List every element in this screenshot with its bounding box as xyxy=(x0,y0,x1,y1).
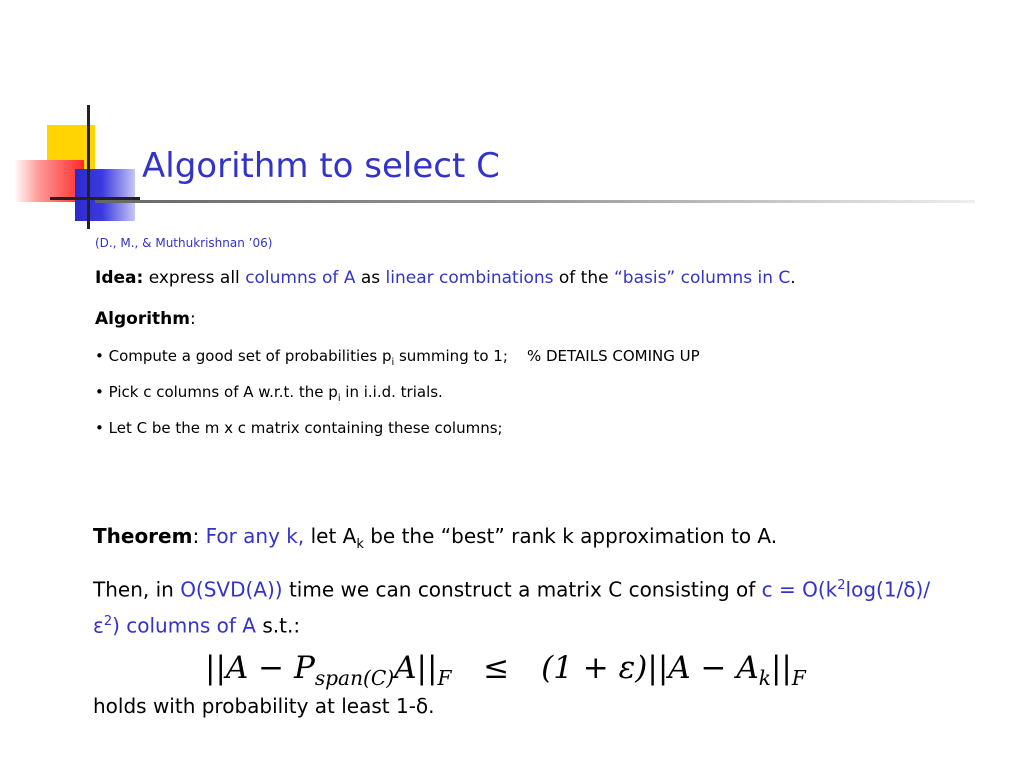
formula-rhs-b: || xyxy=(770,650,792,686)
bullet-item-2 xyxy=(95,383,443,404)
then-highlight-2a: c = O(k xyxy=(761,577,838,602)
theorem-line xyxy=(93,524,777,552)
theorem-label: Theorem xyxy=(93,524,193,548)
slide-logo-decoration xyxy=(0,105,140,230)
idea-highlight-1: columns of A xyxy=(245,268,356,288)
bullet-1-text: • Compute a good set of probabilities p xyxy=(95,347,392,365)
red-gradient-square xyxy=(14,160,84,202)
blue-gradient-square xyxy=(75,169,135,221)
theorem-text-2: be the “best” rank k approximation to A. xyxy=(363,524,778,548)
idea-highlight-2: linear combinations xyxy=(385,268,554,288)
bullet-item-1 xyxy=(95,347,700,368)
idea-text-2: as xyxy=(355,268,386,288)
formula-lhs-b: A|| xyxy=(394,650,438,686)
formula-rhs-subscript: k xyxy=(758,666,771,691)
then-paragraph xyxy=(93,570,953,641)
formula-lhs-a: ||A − P xyxy=(205,650,315,686)
title-underline xyxy=(95,200,975,203)
idea-line xyxy=(95,268,796,288)
probability-statement: holds with probability at least 1-δ. xyxy=(93,694,435,718)
bullet-2-subscript: i xyxy=(337,393,341,404)
algorithm-label: Algorithm xyxy=(95,309,190,329)
then-text-3: s.t.: xyxy=(255,613,301,638)
theorem-colon: : xyxy=(192,524,206,548)
bullet-1-text-end: summing to 1; % DETAILS COMING UP xyxy=(394,347,700,365)
algorithm-heading xyxy=(95,309,196,329)
norm-inequality-formula xyxy=(205,650,806,690)
idea-text-3: of the xyxy=(553,268,614,288)
then-highlight-1: O(SVD(A)) xyxy=(180,577,283,602)
vertical-line xyxy=(87,105,90,229)
then-superscript-1: 2 xyxy=(837,578,846,593)
formula-rhs-norm: F xyxy=(791,666,806,691)
bullet-3-text: • Let C be the m x c matrix containing these columns; xyxy=(95,419,503,437)
idea-text-1: express all xyxy=(143,268,246,288)
idea-highlight-3: “basis” columns in C xyxy=(613,268,791,288)
theorem-highlight: For any k, xyxy=(205,524,305,548)
then-text-1: Then, in xyxy=(93,577,181,602)
slide-title: Algorithm to select C xyxy=(142,146,500,186)
citation: (D., M., & Muthukrishnan ’06) xyxy=(95,236,273,250)
bullet-2-text-end: in i.i.d. trials. xyxy=(340,383,443,401)
formula-lhs-norm: F xyxy=(437,666,452,691)
bullet-item-3 xyxy=(95,419,503,437)
formula-rhs-a: (1 + ε)||A − A xyxy=(541,650,759,686)
then-superscript-2: 2 xyxy=(103,613,113,629)
bullet-1-subscript: i xyxy=(391,357,395,368)
theorem-subscript: k xyxy=(356,537,364,552)
theorem-text-1: let A xyxy=(304,524,357,548)
formula-lhs-subscript: span(C) xyxy=(314,666,395,691)
algorithm-colon: : xyxy=(190,309,196,329)
then-text-2: time we can construct a matrix C consisting of xyxy=(282,577,762,602)
formula-leq: ≤ xyxy=(483,650,510,686)
idea-text-4: . xyxy=(790,268,796,288)
then-highlight-2b: log(1/δ)/ε xyxy=(93,577,931,638)
then-highlight-2c: ) columns of A xyxy=(112,613,256,638)
bullet-2-text: • Pick c columns of A w.r.t. the p xyxy=(95,383,338,401)
idea-label: Idea: xyxy=(95,268,144,288)
